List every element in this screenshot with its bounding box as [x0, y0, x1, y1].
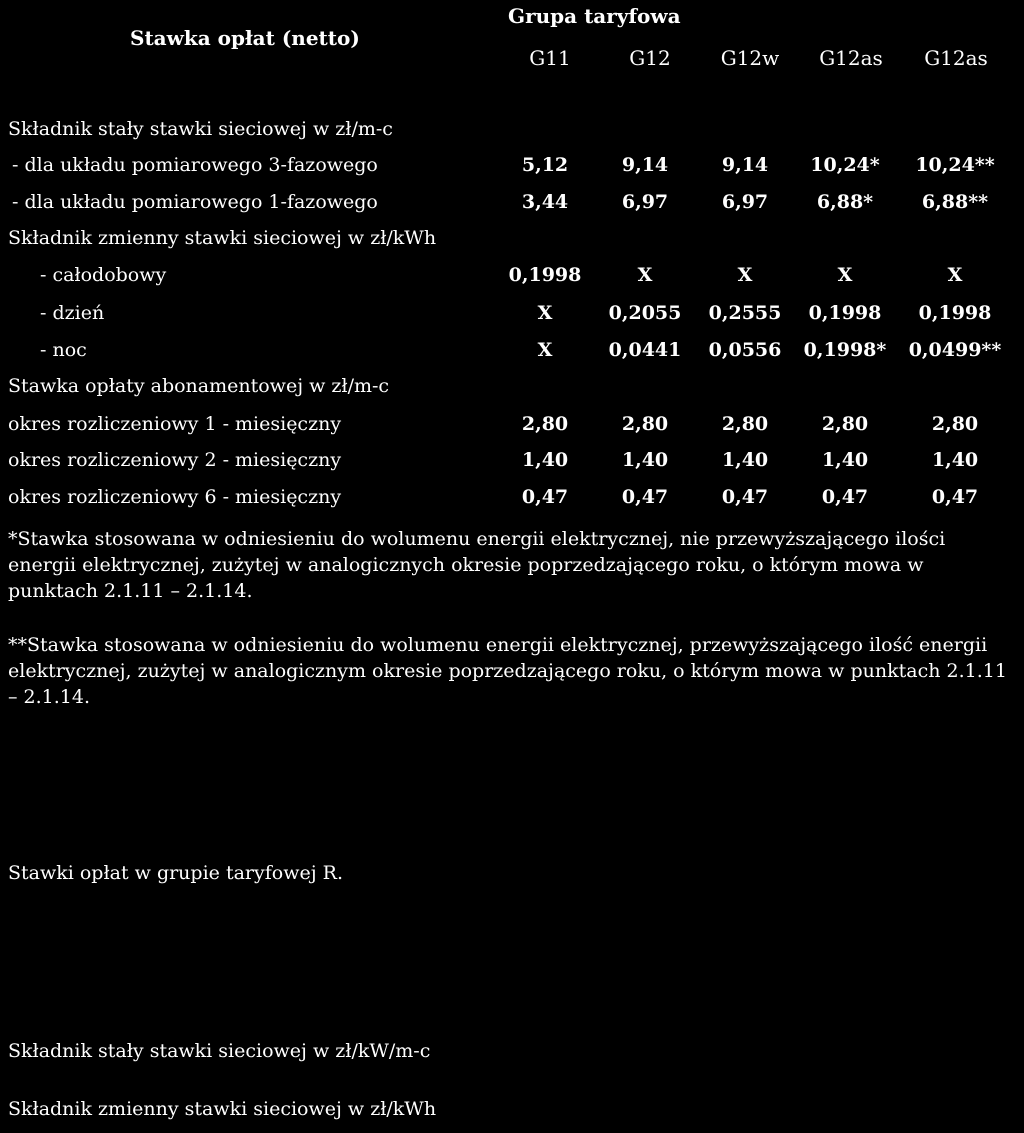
cell-1phase-g12w: 6,97 — [721, 191, 769, 213]
cell-p1-g12as-2: 2,80 — [931, 413, 979, 435]
cell-night-g11: X — [537, 339, 553, 361]
cell-1phase-g11: 3,44 — [521, 191, 569, 213]
row-label-period-6: okres rozliczeniowy 6 - miesięczny — [8, 486, 342, 508]
row-label-period-1: okres rozliczeniowy 1 - miesięczny — [8, 413, 342, 435]
cell-p6-g12as-1: 0,47 — [821, 486, 869, 508]
column-header-g12w: G12w — [720, 46, 780, 70]
cell-p2-g12as-1: 1,40 — [821, 449, 869, 471]
cell-day-g12: 0,2055 — [608, 302, 682, 324]
row-label-fixed-component: Składnik stały stawki sieciowej w zł/m-c — [8, 118, 393, 140]
cell-p6-g12: 0,47 — [621, 486, 669, 508]
cell-p6-g12w: 0,47 — [721, 486, 769, 508]
cell-3phase-g12as-1: 10,24* — [810, 154, 880, 176]
column-header-g12as-1: G12as — [819, 46, 883, 70]
cell-1phase-g12: 6,97 — [621, 191, 669, 213]
cell-3phase-g12as-2: 10,24** — [915, 154, 995, 176]
cell-day-g12as-1: 0,1998 — [808, 302, 882, 324]
cell-allday-g12as-2: X — [947, 264, 963, 286]
row-label-night: - noc — [40, 339, 87, 361]
cell-1phase-g12as-1: 6,88* — [816, 191, 874, 213]
group-r-variable-component: Składnik zmienny stawki sieciowej w zł/kWh — [8, 1098, 437, 1120]
row-label-period-2: okres rozliczeniowy 2 - miesięczny — [8, 449, 342, 471]
cell-3phase-g11: 5,12 — [521, 154, 569, 176]
cell-p2-g12w: 1,40 — [721, 449, 769, 471]
row-label-all-day: - całodobowy — [40, 264, 167, 286]
cell-night-g12as-2: 0,0499** — [908, 339, 1002, 361]
cell-allday-g11: 0,1998 — [508, 264, 582, 286]
row-label-variable-component: Składnik zmienny stawki sieciowej w zł/kWh — [8, 227, 437, 249]
column-header-g12as-2: G12as — [924, 46, 988, 70]
group-r-fixed-component: Składnik stały stawki sieciowej w zł/kW/m-c — [8, 1040, 431, 1062]
cell-p2-g11: 1,40 — [521, 449, 569, 471]
row-label-day: - dzień — [40, 302, 105, 324]
cell-day-g12w: 0,2555 — [708, 302, 782, 324]
group-r-title: Stawki opłat w grupie taryfowej R. — [8, 862, 343, 884]
row-label-subscription: Stawka opłaty abonamentowej w zł/m-c — [8, 375, 390, 397]
cell-allday-g12w: X — [737, 264, 753, 286]
cell-p1-g12w: 2,80 — [721, 413, 769, 435]
cell-p6-g12as-2: 0,47 — [931, 486, 979, 508]
rate-header: Stawka opłat (netto) — [130, 26, 360, 50]
cell-3phase-g12w: 9,14 — [721, 154, 769, 176]
cell-night-g12: 0,0441 — [608, 339, 682, 361]
cell-night-g12w: 0,0556 — [708, 339, 782, 361]
cell-p1-g11: 2,80 — [521, 413, 569, 435]
cell-p1-g12: 2,80 — [621, 413, 669, 435]
cell-p2-g12as-2: 1,40 — [931, 449, 979, 471]
cell-allday-g12as-1: X — [837, 264, 853, 286]
footnote-single-star: *Stawka stosowana w odniesieniu do wolumenu energii elektrycznej, nie przewyższającego ilości energii elektrycznej, zużytej w analogicznych okresie poprzedzającego roku, o którym mowa w punktach 2.1.11 – 2.1.14. — [8, 528, 946, 602]
cell-day-g12as-2: 0,1998 — [918, 302, 992, 324]
footnote-double-star: **Stawka stosowana w odniesieniu do wolumenu energii elektrycznej, przewyższającego ilość energii elektrycznej, zużytej w analogicznym okresie poprzedzającego roku, o którym mowa w punktach 2.1.11 – 2.1.14. — [8, 634, 1007, 708]
cell-night-g12as-1: 0,1998* — [803, 339, 887, 361]
cell-allday-g12: X — [637, 264, 653, 286]
column-header-g11: G11 — [529, 46, 571, 70]
group-header: Grupa taryfowa — [508, 4, 681, 28]
cell-1phase-g12as-2: 6,88** — [921, 191, 989, 213]
column-header-g12: G12 — [629, 46, 671, 70]
cell-day-g11: X — [537, 302, 553, 324]
cell-p1-g12as-1: 2,80 — [821, 413, 869, 435]
cell-p2-g12: 1,40 — [621, 449, 669, 471]
row-label-1-phase: - dla układu pomiarowego 1-fazowego — [12, 191, 378, 213]
row-label-3-phase: - dla układu pomiarowego 3-fazowego — [12, 154, 378, 176]
cell-3phase-g12: 9,14 — [621, 154, 669, 176]
cell-p6-g11: 0,47 — [521, 486, 569, 508]
